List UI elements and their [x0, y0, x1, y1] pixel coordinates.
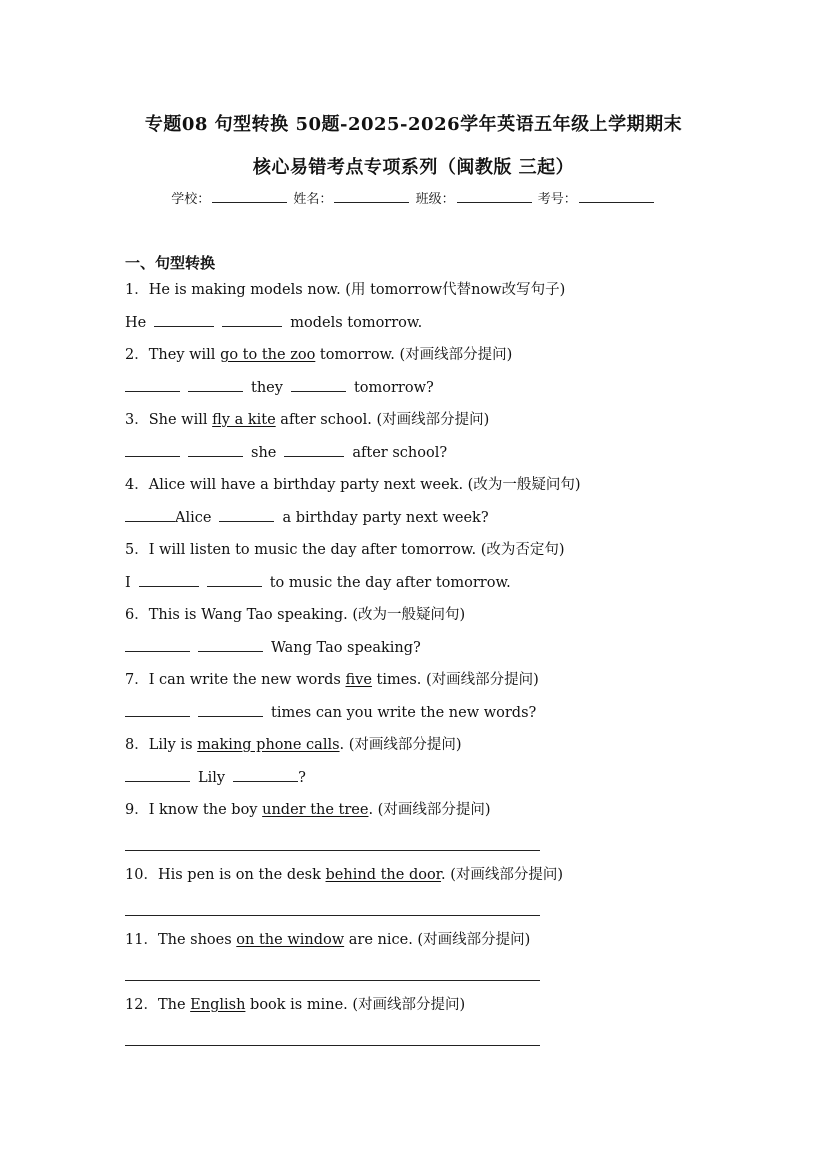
answer-blank[interactable]	[207, 572, 262, 587]
class-field[interactable]	[457, 190, 532, 203]
answer-blank[interactable]	[125, 442, 180, 457]
school-label: 学校：	[171, 192, 211, 207]
answer-blank[interactable]	[125, 767, 190, 782]
answer-2: they tomorrow?	[125, 377, 434, 398]
question-8: 8．Lily is making phone calls. (对画线部分提问)	[125, 737, 462, 753]
question-6: 6．This is Wang Tao speaking. (改为一般疑问句)	[125, 607, 466, 623]
answer-blank[interactable]	[188, 377, 243, 392]
section-heading: 一、句型转换	[125, 254, 216, 272]
underlined-phrase: English	[190, 997, 246, 1013]
answer-line-9[interactable]	[125, 850, 540, 851]
question-11: 11．The shoes on the window are nice. (对画线部分提问)	[125, 932, 531, 948]
underlined-phrase: under the tree	[262, 802, 369, 818]
question-4: 4．Alice will have a birthday party next week. (改为一般疑问句)	[125, 477, 581, 493]
underlined-phrase: behind the door	[325, 867, 442, 883]
answer-7: times can you write the new words?	[125, 702, 536, 723]
answer-blank[interactable]	[154, 312, 214, 327]
answer-blank[interactable]	[188, 442, 243, 457]
underlined-phrase: on the window	[236, 932, 345, 948]
underlined-phrase: go to the zoo	[220, 347, 316, 363]
question-9: 9．I know the boy under the tree. (对画线部分提问)	[125, 802, 491, 818]
underlined-phrase: fly a kite	[212, 412, 276, 428]
question-1: 1．He is making models now. (用 tomorrow代替now改写句子)	[125, 282, 566, 298]
answer-line-10[interactable]	[125, 915, 540, 916]
question-3: 3．She will fly a kite after school. (对画线部分提问)	[125, 412, 490, 428]
answer-3: she after school?	[125, 442, 447, 463]
answer-line-12[interactable]	[125, 1045, 540, 1046]
question-2: 2．They will go to the zoo tomorrow. (对画线部分提问)	[125, 347, 513, 363]
answer-4: Alice a birthday party next week?	[125, 507, 489, 528]
underlined-phrase: making phone calls	[197, 737, 340, 753]
answer-blank[interactable]	[125, 507, 175, 522]
answer-blank[interactable]	[125, 377, 180, 392]
question-7: 7．I can write the new words five times. (对画线部分提问)	[125, 672, 539, 688]
answer-blank[interactable]	[125, 702, 190, 717]
student-info-row	[0, 188, 827, 207]
class-label: 班级：	[415, 192, 455, 207]
answer-blank[interactable]	[198, 702, 263, 717]
answer-8: Lily ?	[125, 767, 306, 788]
number-label: 考号：	[537, 192, 577, 207]
answer-blank[interactable]	[125, 637, 190, 652]
answer-5: I to music the day after tomorrow.	[125, 572, 511, 593]
answer-blank[interactable]	[291, 377, 346, 392]
answer-blank[interactable]	[233, 767, 298, 782]
answer-line-11[interactable]	[125, 980, 540, 981]
question-10: 10．His pen is on the desk behind the door. (对画线部分提问)	[125, 867, 564, 883]
answer-blank[interactable]	[198, 637, 263, 652]
answer-blank[interactable]	[139, 572, 199, 587]
answer-blank[interactable]	[219, 507, 274, 522]
underlined-phrase: five	[345, 672, 372, 688]
question-5: 5．I will listen to music the day after tomorrow. (改为否定句)	[125, 542, 565, 558]
answer-1: He models tomorrow.	[125, 312, 422, 333]
name-label: 姓名：	[293, 192, 333, 207]
page-title-line1: 专题08 句型转换 50题-2025-2026学年英语五年级上学期期末	[144, 114, 683, 135]
question-12: 12．The English book is mine. (对画线部分提问)	[125, 997, 466, 1013]
number-field[interactable]	[579, 190, 654, 203]
name-field[interactable]	[334, 190, 409, 203]
answer-6: Wang Tao speaking?	[125, 637, 421, 658]
answer-blank[interactable]	[222, 312, 282, 327]
school-field[interactable]	[212, 190, 287, 203]
page-title-line2: 核心易错考点专项系列（闽教版 三起）	[252, 157, 575, 178]
answer-blank[interactable]	[284, 442, 344, 457]
